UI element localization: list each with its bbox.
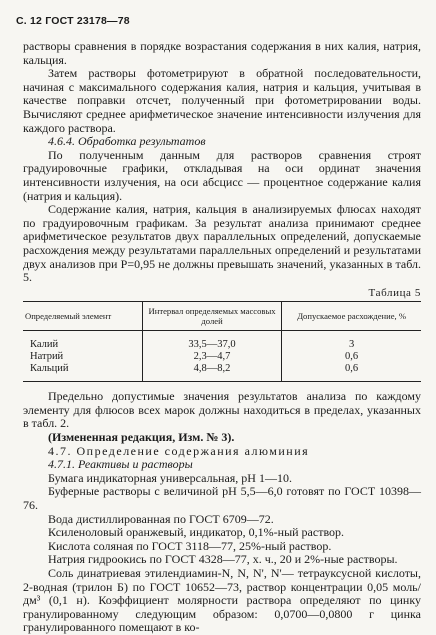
table-cell: 0,6: [282, 351, 421, 363]
table-header-cell: Определяемый элемент: [23, 302, 142, 331]
paragraph: Затем растворы фотометрируют в обратной последовательности, начиная с максимального содержания калия, натрия и кальция, учитывая в качестве поправки отсчет, полученный при фотометрировании воды. Вычисляют среднее арифметическое значение интенсивности излучения для каждого раствора.: [23, 66, 421, 135]
paragraph: Ксиленоловый оранжевый, индикатор, 0,1%-ный раствор.: [48, 525, 345, 540]
table-cell: Натрий: [30, 351, 64, 363]
paragraph: Буферные растворы с величиной pH 5,5—6,0 готовят по ГОСТ 10398—76.: [23, 484, 421, 513]
paragraph: растворы сравнения в порядке возрастания содержания в них калия, натрия, кальция.: [23, 39, 421, 67]
paragraph: Предельно допустимые значения результатов анализа по каждому элементу для флюсов всех марок должны находиться в пределах, указанных в табл. 2.: [23, 389, 421, 431]
table-cell: 33,5—37,0: [142, 331, 281, 352]
section-heading-4-7-1: 4.7.1. Реактивы и растворы: [48, 457, 193, 472]
page-body: [23, 40, 421, 635]
paragraph: По полученным данным для растворов сравнения строят градуировочные графики, откладывая на оси ординат значения интенсивности излучения, на оси абсцисс — процентное содержание калия (натрия и кальция).: [23, 147, 421, 203]
table-cell: 2,3—4,7: [142, 351, 281, 363]
table-cell: 4,8—8,2: [142, 363, 281, 382]
table-cell: Калий: [30, 339, 59, 351]
table-row: [23, 331, 421, 352]
paragraph: Вода дистиллированная по ГОСТ 6709—72.: [48, 511, 274, 526]
table-row: [23, 363, 421, 382]
paragraph: Бумага индикаторная универсальная, pH 1—10.: [48, 470, 292, 485]
section-heading-4-7: 4.7. Определение содержания алюминия: [48, 443, 310, 458]
amendment-note: (Измененная редакция, Изм. № 3).: [48, 430, 235, 445]
paragraph: Содержание калия, натрия, кальция в анализируемых флюсах находят по градуировочным графикам. За результат анализа принимают среднее арифметическое результатов двух параллельных определений, допускаемые расхождения между результатами параллельных определений и результатами двух анализов при P=0,95 не должны превышать значений, указанных в табл. 5.: [23, 202, 421, 285]
table-cell: 0,6: [282, 363, 421, 382]
table-row: [23, 351, 421, 363]
table-header-cell: Допускаемое расхождение, %: [282, 302, 421, 331]
table-5: [23, 301, 421, 382]
paragraph: Соль динатриевая этилендиамин-N, N, N', N'— тетрауксусной кислоты, 2-водная (трилон Б) по ГОСТ 10652—73, раствор концентрации 0,05 моль/дм³ (0,1 н). Коэффициент молярности раствора определяют по цинку гранулированному следующим образом: 0,0700—0,0800 г цинка гранулированного помещают в ко-: [23, 566, 421, 635]
table-header-cell: Интервал определяемых массовых долей: [142, 302, 281, 331]
paragraph: Кислота соляная по ГОСТ 3118—77, 25%-ный раствор.: [48, 538, 332, 553]
table-caption: Таблица 5: [368, 286, 421, 299]
page-header: С. 12 ГОСТ 23178—78: [16, 15, 130, 27]
paragraph: Натрия гидроокись по ГОСТ 4328—77, х. ч., 20 и 2%-ные растворы.: [48, 552, 398, 567]
section-heading-4-6-4: 4.6.4. Обработка результатов: [48, 134, 206, 149]
table-cell: 3: [282, 331, 421, 352]
table-cell: Кальций: [30, 363, 69, 375]
